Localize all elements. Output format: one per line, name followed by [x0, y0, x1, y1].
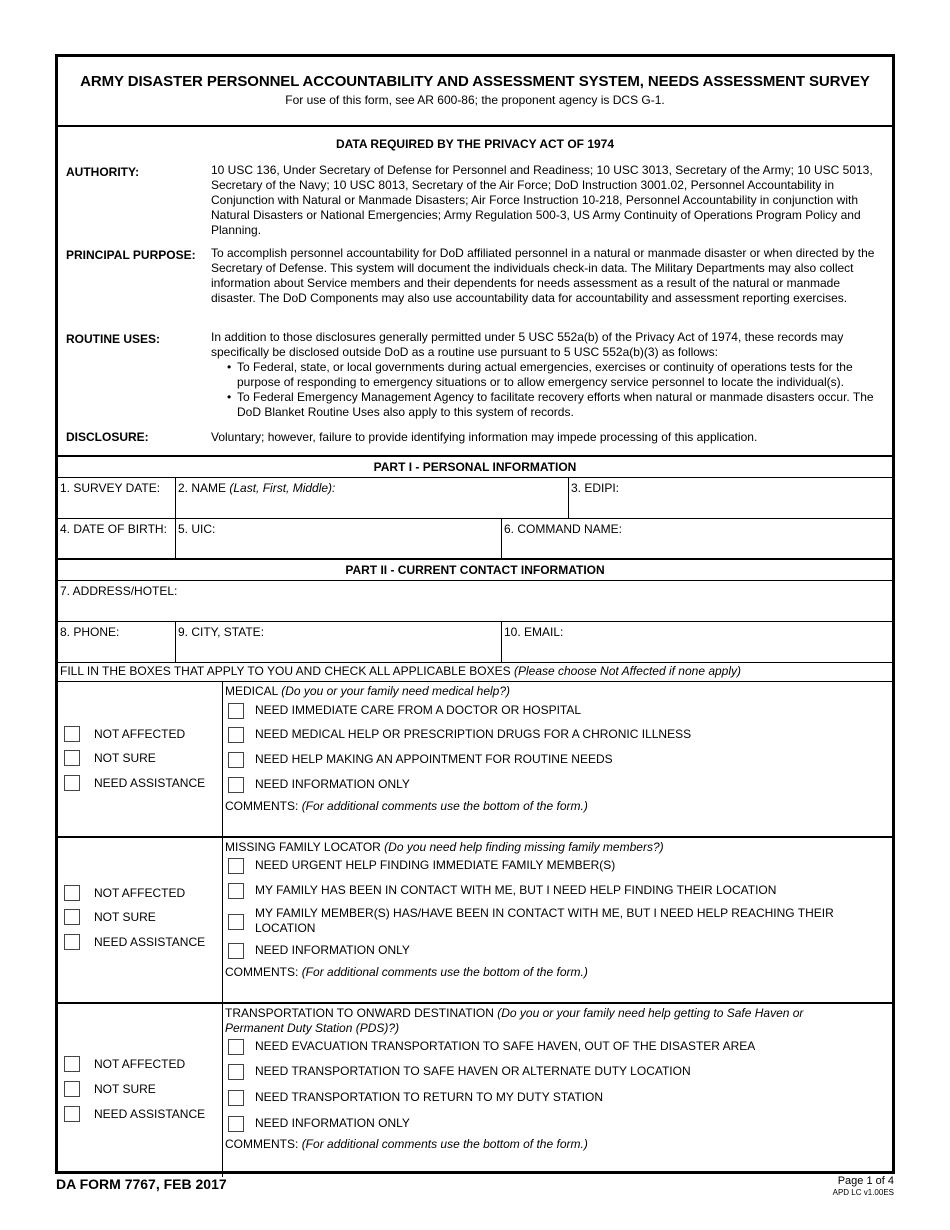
form-header — [58, 57, 892, 127]
checkbox[interactable] — [64, 1056, 80, 1072]
routine-bullet: • To Federal, state, or local governments during actual emergencies, exercises or continuity of operations tests for the purpose of responding to emergency situations or to allow emergency service personnel to locate the individual(s). — [227, 360, 853, 389]
part1-row2 — [58, 519, 892, 560]
family-status — [58, 838, 223, 1002]
family-not-affected-option[interactable]: NOT AFFECTED — [64, 885, 185, 901]
checkbox[interactable] — [64, 726, 80, 742]
medical-item[interactable]: NEED HELP MAKING AN APPOINTMENT FOR ROUTINE NEEDS — [228, 752, 872, 768]
checkbox[interactable] — [228, 1116, 244, 1132]
family-title: MISSING FAMILY LOCATOR (Do you need help finding missing family members?) — [225, 840, 664, 854]
page-info — [833, 1175, 894, 1197]
checkbox[interactable] — [228, 703, 244, 719]
checkbox[interactable] — [64, 909, 80, 925]
transport-item[interactable]: NEED EVACUATION TRANSPORTATION TO SAFE HAVEN, OUT OF THE DISASTER AREA — [228, 1039, 872, 1055]
transport-title: TRANSPORTATION TO ONWARD DESTINATION (Do you or your family need help getting to Safe Haven or Permanent Duty Station (PDS)?) — [225, 1006, 804, 1035]
part2-title: PART II - CURRENT CONTACT INFORMATION — [58, 560, 892, 581]
medical-comments[interactable]: COMMENTS: (For additional comments use the bottom of the form.) — [225, 799, 588, 813]
version-label: APD LC v1.00ES — [832, 1188, 894, 1197]
checkbox[interactable] — [64, 1106, 80, 1122]
transportation-section — [58, 1004, 892, 1177]
transport-item[interactable]: NEED TRANSPORTATION TO RETURN TO MY DUTY STATION — [228, 1090, 872, 1106]
medical-title: MEDICAL (Do you or your family need medical help?) — [225, 684, 511, 698]
checkbox[interactable] — [228, 752, 244, 768]
phone-field[interactable]: 8. PHONE: — [60, 625, 120, 639]
family-item[interactable]: MY FAMILY MEMBER(S) HAS/HAVE BEEN IN CONTACT WITH ME, BUT I NEED HELP REACHING THEIR LOCATION — [228, 906, 872, 936]
family-locator-section — [58, 838, 892, 1004]
transport-need-assistance-option[interactable]: NEED ASSISTANCE — [64, 1106, 205, 1122]
privacy-title: DATA REQUIRED BY THE PRIVACY ACT OF 1974 — [335, 137, 615, 151]
email-field[interactable]: 10. EMAIL: — [501, 622, 892, 662]
dob-field[interactable]: 4. DATE OF BIRTH: — [60, 522, 167, 536]
transport-item[interactable]: NEED INFORMATION ONLY — [228, 1116, 872, 1132]
family-item[interactable]: MY FAMILY HAS BEEN IN CONTACT WITH ME, BUT I NEED HELP FINDING THEIR LOCATION — [228, 883, 872, 899]
medical-item[interactable]: NEED INFORMATION ONLY — [228, 777, 872, 793]
checkbox[interactable] — [64, 775, 80, 791]
medical-need-assistance-option[interactable]: NEED ASSISTANCE — [64, 775, 205, 791]
checkbox[interactable] — [228, 914, 244, 930]
form-id: DA FORM 7767, FEB 2017 — [56, 1176, 227, 1192]
checkbox[interactable] — [228, 1039, 244, 1055]
checkbox[interactable] — [228, 858, 244, 874]
family-item[interactable]: NEED URGENT HELP FINDING IMMEDIATE FAMILY MEMBER(S) — [228, 858, 872, 874]
family-need-assistance-option[interactable]: NEED ASSISTANCE — [64, 934, 205, 950]
checkbox[interactable] — [228, 777, 244, 793]
transport-status — [58, 1004, 223, 1177]
family-item[interactable]: NEED INFORMATION ONLY — [228, 943, 872, 959]
purpose-label: PRINCIPAL PURPOSE: — [66, 248, 196, 262]
routine-uses-intro: In addition to those disclosures generally permitted under 5 USC 552a(b) of the Privacy Act of 1974, these records may specifically be disclosed outside DoD as a routine use pursuant to 5 USC 552a(b)(3) as follows: — [211, 330, 844, 359]
medical-status — [58, 682, 223, 836]
address-field[interactable]: 7. ADDRESS/HOTEL: — [58, 581, 892, 622]
survey-date-field[interactable]: 1. SURVEY DATE: — [60, 481, 161, 495]
checkbox[interactable] — [228, 943, 244, 959]
bullet-icon: • — [227, 360, 232, 374]
part1-row1 — [58, 478, 892, 519]
uic-field[interactable]: 5. UIC: — [175, 519, 501, 558]
checkbox[interactable] — [64, 1081, 80, 1097]
transport-not-affected-option[interactable]: NOT AFFECTED — [64, 1056, 185, 1072]
checkbox[interactable] — [228, 883, 244, 899]
city-state-field[interactable]: 9. CITY, STATE: — [175, 622, 501, 662]
checkbox[interactable] — [228, 727, 244, 743]
family-not-sure-option[interactable]: NOT SURE — [64, 909, 156, 925]
checkbox[interactable] — [64, 934, 80, 950]
purpose-text: To accomplish personnel accountability for DoD affiliated personnel in a natural or manmade disaster or when directed by the Secretary of Defense. This system will document the individuals check-in data. The Military Departments may also collect information about Service members and their dependents for needs assessment as a result of the natural or manmade disaster. The DoD Components may also use accountability data for accountability and assessment reporting exercises. — [211, 246, 875, 305]
family-needs — [223, 838, 892, 1002]
family-comments[interactable]: COMMENTS: (For additional comments use the bottom of the form.) — [225, 965, 588, 979]
routine-bullet: • To Federal Emergency Management Agency to facilitate recovery efforts when natural or manmade disasters occur. The DoD Blanket Routine Uses also apply to this system of records. — [227, 390, 874, 419]
privacy-act-statement — [58, 127, 892, 457]
checkbox[interactable] — [228, 1064, 244, 1080]
name-field[interactable]: 2. NAME (Last, First, Middle): — [175, 478, 568, 518]
checkbox-instructions: FILL IN THE BOXES THAT APPLY TO YOU AND CHECK ALL APPLICABLE BOXES (Please choose Not Affected if none apply) — [58, 663, 892, 682]
medical-item[interactable]: NEED IMMEDIATE CARE FROM A DOCTOR OR HOSPITAL — [228, 703, 872, 719]
medical-needs — [223, 682, 892, 836]
disclosure-text: Voluntary; however, failure to provide identifying information may impede processing of this application. — [211, 430, 758, 444]
form-subtitle: For use of this form, see AR 600-86; the proponent agency is DCS G-1. — [285, 93, 665, 107]
transport-comments[interactable]: COMMENTS: (For additional comments use the bottom of the form.) — [225, 1137, 588, 1151]
part1-title: PART I - PERSONAL INFORMATION — [58, 457, 892, 478]
checkbox[interactable] — [64, 750, 80, 766]
transport-item[interactable]: NEED TRANSPORTATION TO SAFE HAVEN OR ALTERNATE DUTY LOCATION — [228, 1064, 872, 1080]
bullet-icon: • — [227, 390, 232, 404]
part2-row2 — [58, 622, 892, 663]
checkbox[interactable] — [64, 885, 80, 901]
medical-not-affected-option[interactable]: NOT AFFECTED — [64, 726, 185, 742]
transport-not-sure-option[interactable]: NOT SURE — [64, 1081, 156, 1097]
medical-section — [58, 682, 892, 838]
page-number: Page 1 of 4 — [837, 1175, 894, 1187]
disclosure-label: DISCLOSURE: — [66, 430, 149, 444]
routine-uses-text — [211, 330, 884, 420]
command-name-field[interactable]: 6. COMMAND NAME: — [501, 519, 892, 558]
authority-text: 10 USC 136, Under Secretary of Defense for Personnel and Readiness; 10 USC 3013, Secretary of the Army; 10 USC 5013, Secretary of the Navy; 10 USC 8013, Secretary of the Air Force; DoD Instruction 3001.02, Personnel Accountability in Conjunction with Natural or Manmade Disasters; Air Force Instruction 10-218, Personnel Accountability in conjunction with Natural Disasters or National Emergencies; Army Regulation 500-3, US Army Continuity of Operations Program Policy and Planning. — [211, 163, 873, 237]
form-page — [55, 54, 895, 1174]
form-title: ARMY DISASTER PERSONNEL ACCOUNTABILITY AND ASSESSMENT SYSTEM, NEEDS ASSESSMENT SURVEY — [80, 73, 870, 90]
transport-needs — [223, 1004, 892, 1177]
routine-uses-label: ROUTINE USES: — [66, 332, 161, 346]
edipi-field[interactable]: 3. EDIPI: — [568, 478, 892, 518]
checkbox[interactable] — [228, 1090, 244, 1106]
medical-not-sure-option[interactable]: NOT SURE — [64, 750, 156, 766]
authority-label: AUTHORITY: — [66, 165, 140, 179]
medical-item[interactable]: NEED MEDICAL HELP OR PRESCRIPTION DRUGS FOR A CHRONIC ILLNESS — [228, 727, 872, 743]
